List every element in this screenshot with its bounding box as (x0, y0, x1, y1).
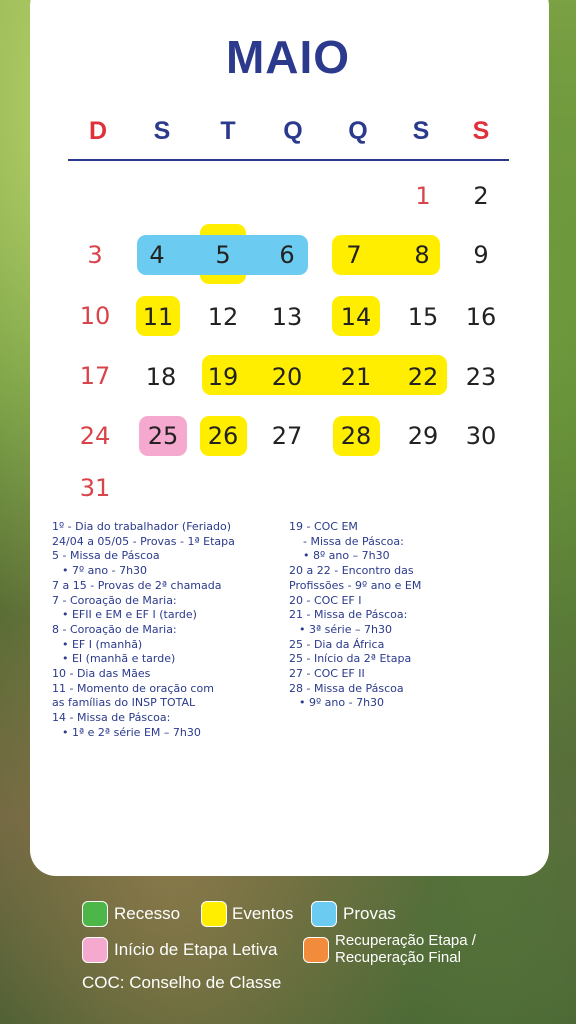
legend-label-recuperacao-line1: Recuperação Etapa / (335, 932, 476, 949)
day-17[interactable]: 17 (79, 362, 111, 390)
note-item: • 1ª e 2ª série EM – 7h30 (62, 725, 201, 739)
note-item: 19 - COC EM (289, 520, 358, 533)
legend-swatch-provas (311, 901, 337, 927)
note-item: - Missa de Páscoa: (303, 534, 404, 548)
weekday-sunday: D (88, 117, 108, 145)
note-item: 20 - COC EF I (289, 593, 362, 607)
legend-swatch-recuperacao (303, 937, 329, 963)
header-divider (68, 159, 509, 161)
note-item: • EI (manhã e tarde) (62, 652, 176, 666)
day-5[interactable]: 5 (215, 241, 231, 269)
note-item: • 3ª série – 7h30 (299, 622, 392, 636)
note-item: as famílias do INSP TOTAL (52, 696, 196, 710)
weekday-friday: S (412, 117, 430, 145)
day-27[interactable]: 27 (271, 422, 303, 450)
note-item: 14 - Missa de Páscoa: (52, 711, 171, 725)
day-20[interactable]: 20 (271, 363, 303, 391)
note-item: 11 - Momento de oração com (52, 681, 214, 695)
note-item: 27 - COC EF II (289, 667, 365, 681)
note-item: • 8º ano – 7h30 (303, 549, 390, 563)
note-item: • 9º ano - 7h30 (299, 696, 385, 710)
weekday-tuesday: T (220, 117, 236, 145)
day-18[interactable]: 18 (145, 363, 177, 391)
note-item: 28 - Missa de Páscoa (289, 681, 404, 695)
day-2[interactable]: 2 (473, 182, 489, 210)
weekday-thursday: Q (348, 117, 368, 145)
legend-coc-note: COC: Conselho de Classe (82, 973, 282, 992)
day-28[interactable]: 28 (340, 422, 372, 450)
note-item: 21 - Missa de Páscoa: (289, 608, 408, 622)
day-12[interactable]: 12 (207, 303, 239, 331)
legend-swatch-inicio (82, 937, 108, 963)
notes-right-column (289, 520, 421, 711)
note-item: 25 - Início da 2ª Etapa (289, 652, 412, 666)
day-25[interactable]: 25 (147, 422, 179, 450)
legend-label-recuperacao (335, 932, 476, 966)
month-title: MAIO (225, 31, 351, 83)
day-23[interactable]: 23 (465, 363, 497, 391)
day-7[interactable]: 7 (346, 241, 362, 269)
day-14[interactable]: 14 (340, 303, 372, 331)
day-31[interactable]: 31 (79, 474, 111, 502)
legend-swatch-recesso (82, 901, 108, 927)
note-item: 10 - Dia das Mães (52, 667, 151, 681)
weekday-wednesday: Q (283, 117, 303, 145)
note-item: 20 a 22 - Encontro das (289, 564, 414, 578)
day-16[interactable]: 16 (465, 303, 497, 331)
day-15[interactable]: 15 (407, 303, 439, 331)
legend-label-recuperacao-line2: Recuperação Final (335, 949, 461, 966)
weekday-saturday: S (472, 117, 490, 145)
day-26[interactable]: 26 (207, 422, 239, 450)
day-1[interactable]: 1 (415, 182, 431, 210)
day-10[interactable]: 10 (79, 302, 111, 330)
day-13[interactable]: 13 (271, 303, 303, 331)
day-9[interactable]: 9 (473, 241, 489, 269)
note-item: 8 - Coroação de Maria: (52, 622, 177, 636)
note-item: • EF I (manhã) (62, 637, 143, 651)
note-item: 5 - Missa de Páscoa (52, 549, 160, 563)
legend-label-eventos: Eventos (232, 904, 294, 923)
notes-left-column (52, 520, 235, 741)
day-22[interactable]: 22 (407, 363, 439, 391)
note-item: 7 a 15 - Provas de 2ª chamada (52, 578, 222, 592)
note-item: 7 - Coroação de Maria: (52, 593, 177, 607)
legend-label-inicio: Início de Etapa Letiva (114, 940, 278, 959)
day-30[interactable]: 30 (465, 422, 497, 450)
note-item: 1º - Dia do trabalhador (Feriado) (52, 520, 232, 533)
day-3[interactable]: 3 (87, 241, 103, 269)
day-21[interactable]: 21 (340, 363, 372, 391)
legend-swatch-eventos (201, 901, 227, 927)
day-11[interactable]: 11 (142, 303, 174, 331)
note-item: Profissões - 9º ano e EM (289, 578, 422, 592)
note-item: 25 - Dia da África (289, 637, 385, 651)
legend-label-provas: Provas (343, 904, 396, 923)
day-8[interactable]: 8 (414, 241, 430, 269)
day-6[interactable]: 6 (279, 241, 295, 269)
note-item: • 7º ano - 7h30 (62, 564, 148, 578)
day-4[interactable]: 4 (149, 241, 165, 269)
day-29[interactable]: 29 (407, 422, 439, 450)
legend-label-recesso: Recesso (114, 904, 181, 923)
note-item: • EFII e EM e EF I (tarde) (62, 608, 197, 622)
day-24[interactable]: 24 (79, 422, 111, 450)
weekday-monday: S (153, 117, 171, 145)
day-19[interactable]: 19 (207, 363, 239, 391)
note-item: 24/04 a 05/05 - Provas - 1ª Etapa (52, 534, 235, 548)
